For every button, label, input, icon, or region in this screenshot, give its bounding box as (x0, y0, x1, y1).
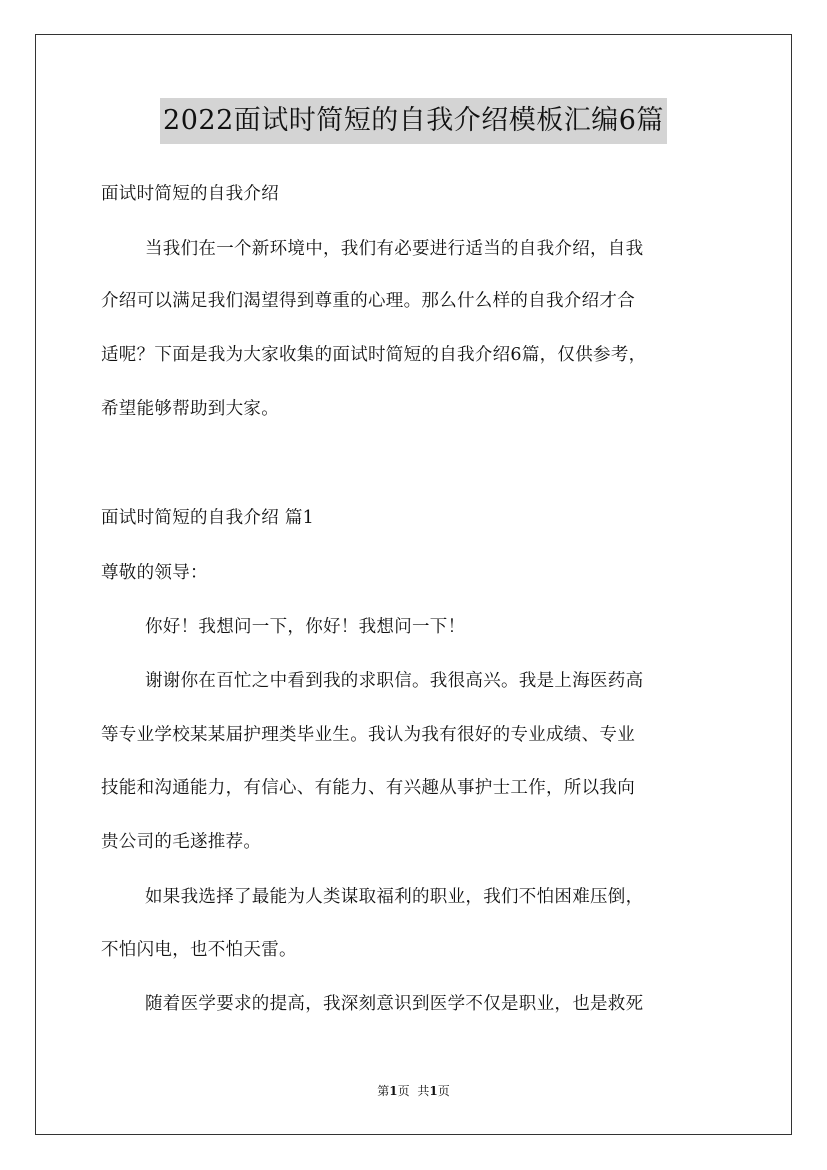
title-container (0, 98, 827, 144)
footer-page-suffix: 页 (397, 1084, 410, 1098)
paragraph-line: 等专业学校某某届护理类毕业生。我认为我有很好的专业成绩、专业 (101, 725, 635, 745)
paragraph-line: 随着医学要求的提高，我深刻意识到医学不仅是职业，也是救死 (145, 994, 644, 1014)
document-title: 2022面试时简短的自我介绍模板汇编6篇 (160, 98, 667, 144)
footer-total-suffix: 页 (437, 1084, 450, 1098)
section-heading-part-1: 面试时简短的自我介绍 篇1 (101, 508, 315, 528)
footer-page-number: 1 (389, 1084, 398, 1098)
paragraph-line: 希望能够帮助到大家。 (101, 399, 279, 419)
paragraph-line: 如果我选择了最能为人类谋取福利的职业，我们不怕困难压倒， (145, 887, 644, 907)
paragraph-line: 谢谢你在百忙之中看到我的求职信。我很高兴。我是上海医药高 (145, 671, 644, 691)
footer-page-prefix: 第 (377, 1084, 390, 1098)
page-footer (0, 1083, 827, 1099)
paragraph-line: 不怕闪电，也不怕天雷。 (101, 940, 297, 960)
paragraph-line: 贵公司的毛遂推荐。 (101, 832, 262, 852)
paragraph-line: 你好！我想问一下，你好！我想问一下！ (145, 617, 466, 637)
paragraph-line: 当我们在一个新环境中，我们有必要进行适当的自我介绍，自我 (145, 239, 644, 259)
paragraph-line: 适呢？下面是我为大家收集的面试时简短的自我介绍6篇，仅供参考， (101, 345, 647, 365)
footer-total-prefix: 共 (417, 1084, 430, 1098)
paragraph-line: 介绍可以满足我们渴望得到尊重的心理。那么什么样的自我介绍才合 (101, 291, 635, 311)
salutation: 尊敬的领导： (101, 563, 208, 583)
section-heading-intro: 面试时简短的自我介绍 (101, 184, 279, 204)
footer-total-number: 1 (429, 1084, 438, 1098)
paragraph-line: 技能和沟通能力，有信心、有能力、有兴趣从事护士工作，所以我向 (101, 778, 635, 798)
